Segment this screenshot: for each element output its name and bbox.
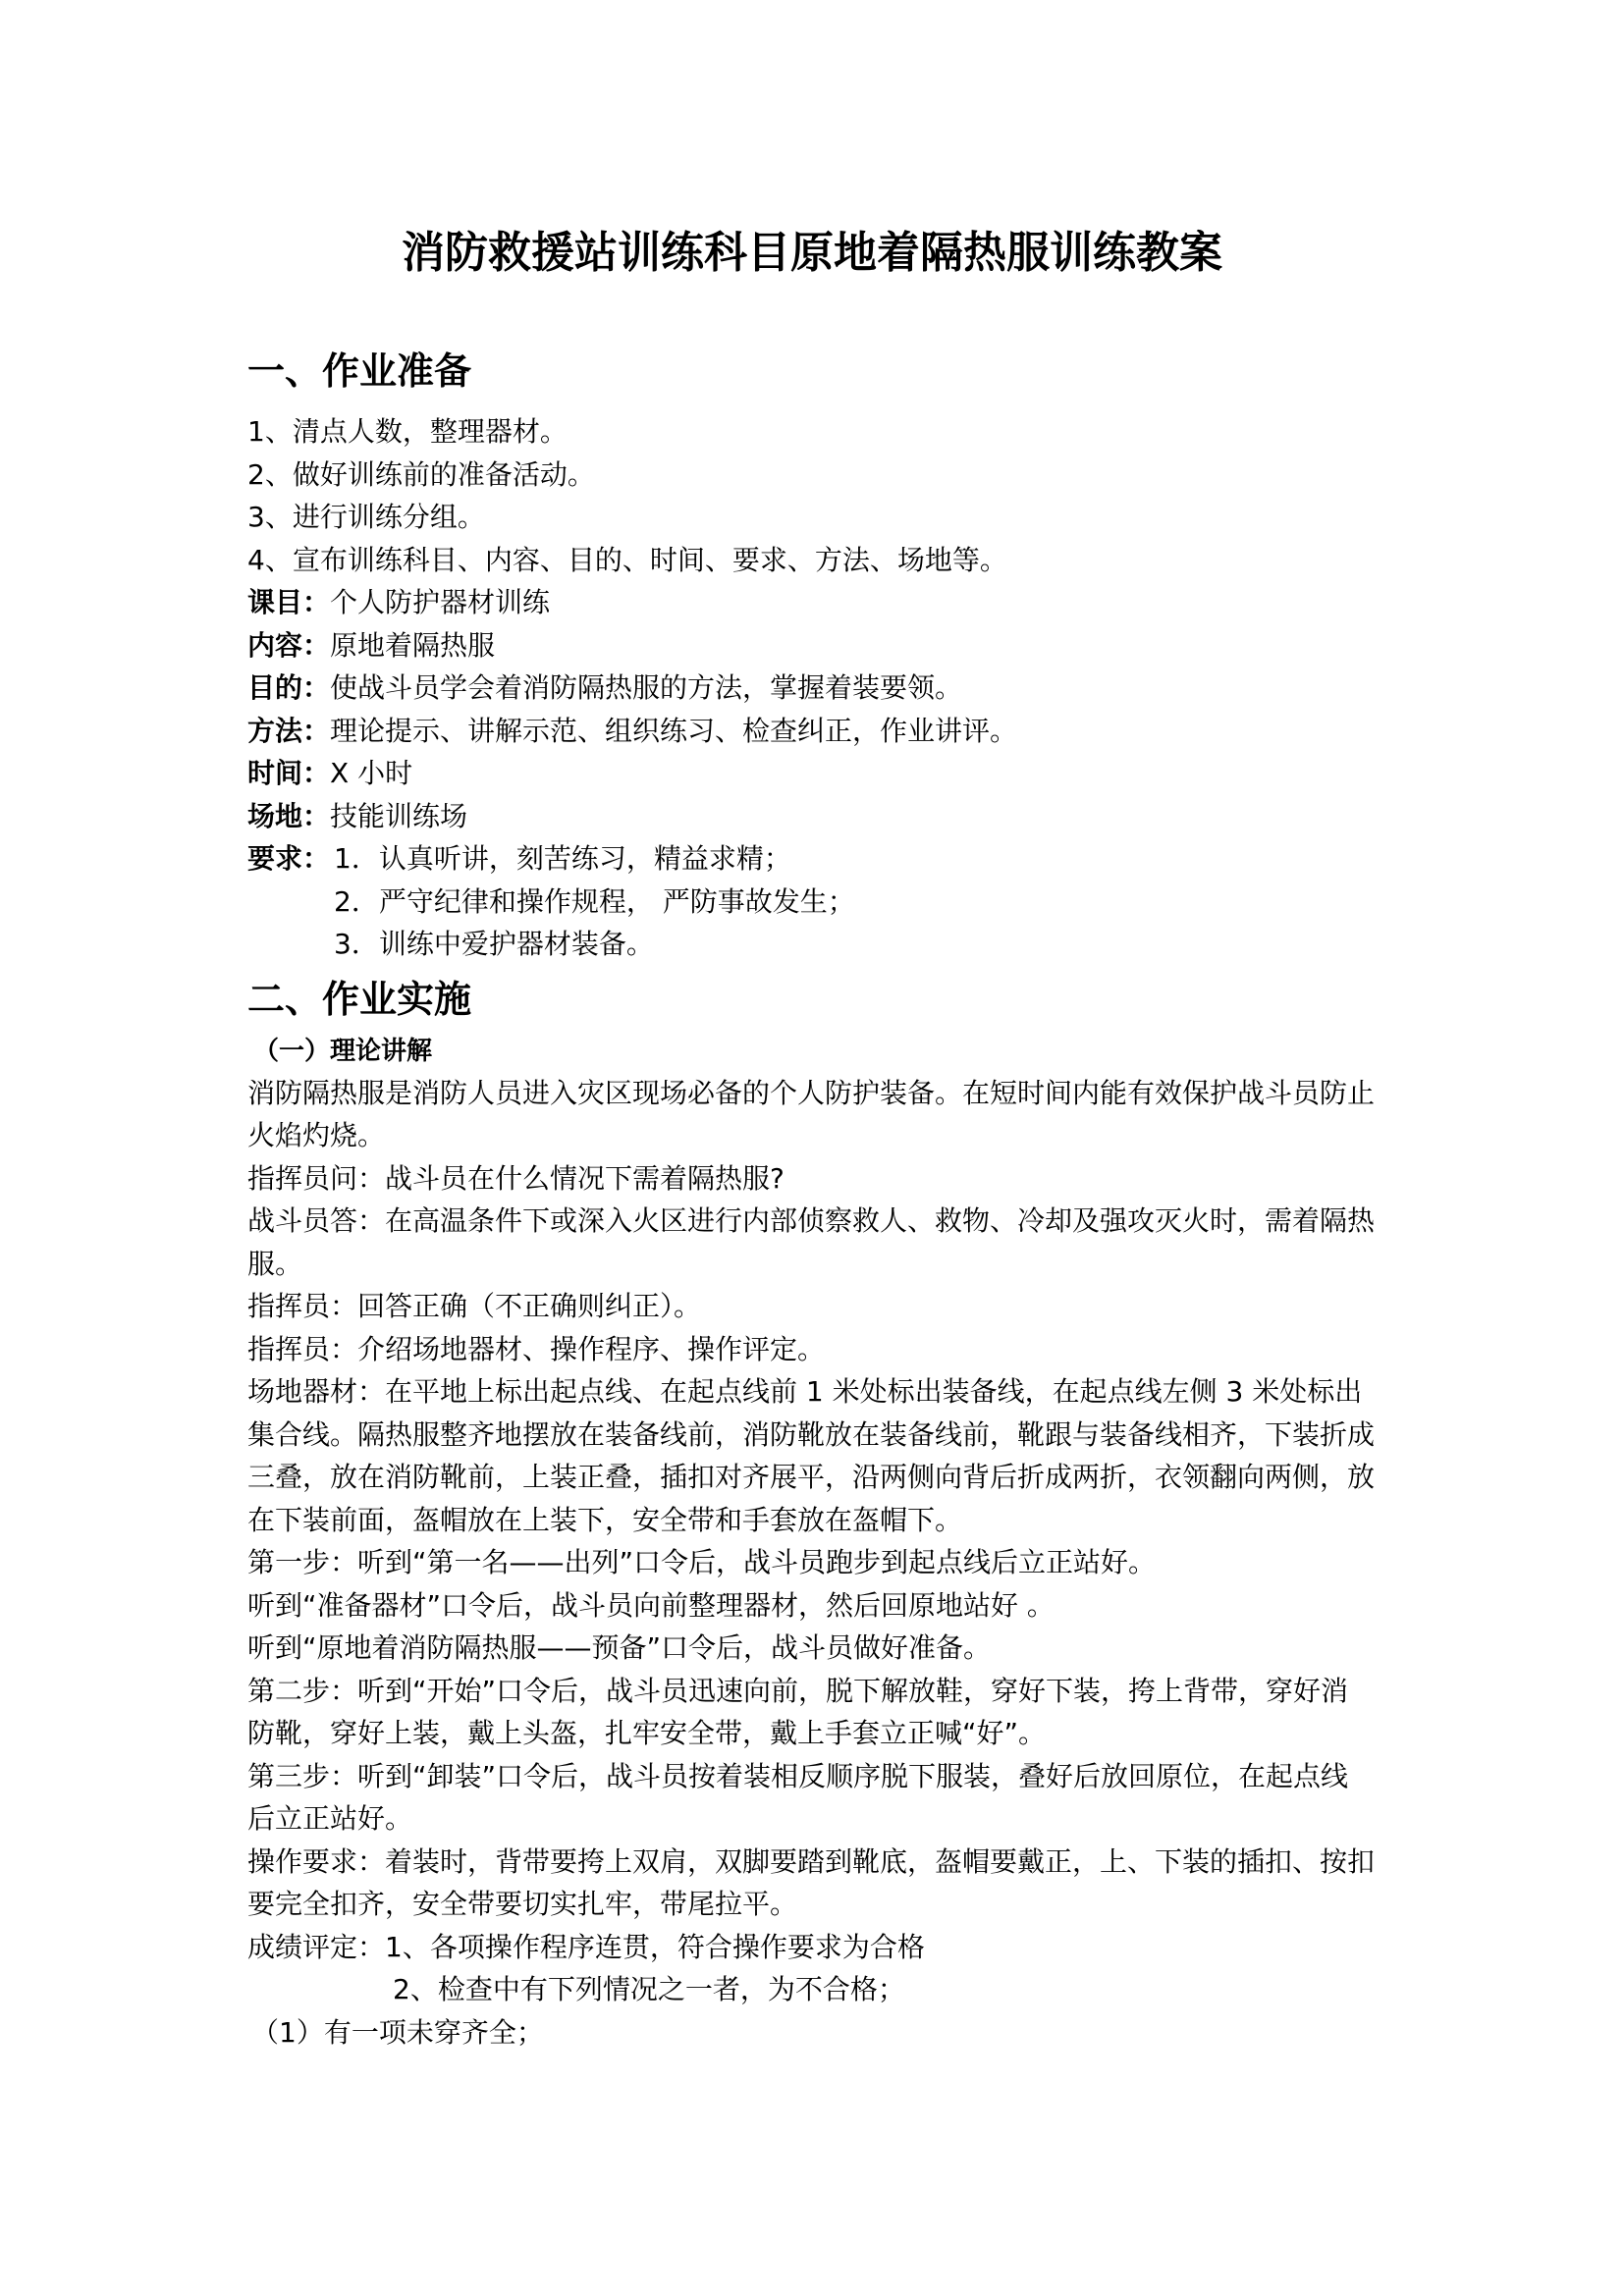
requirement-item: 1．认真听讲，刻苦练习，精益求精；: [334, 842, 791, 875]
requirement-row: [247, 837, 1386, 881]
paragraph: 听到“准备器材”口令后，战斗员向前整理器材，然后回原地站好 。: [247, 1588, 1055, 1622]
section-heading-preparation: 一、作业准备: [247, 349, 472, 393]
theory-paragraphs: [247, 1072, 1386, 1926]
field-label: 目的：: [247, 671, 331, 704]
paragraph: 第三步：听到“卸装”口令后，战斗员按着装相反顺序脱下服装，叠好后放回原位，在起点线后立正站好。: [247, 1759, 1349, 1835]
requirements-label: 要求：: [247, 842, 331, 875]
list-item: 4、宣布训练科目、内容、目的、时间、要求、方法、场地等。: [247, 543, 1007, 576]
paragraph: 听到“原地着消防隔热服——预备”口令后，战斗员做好准备。: [247, 1631, 992, 1664]
field-value: 个人防护器材训练: [330, 586, 551, 618]
field-value: 使战斗员学会着消防隔热服的方法，掌握着装要领。: [330, 671, 963, 704]
list-item: 2、做好训练前的准备活动。: [247, 457, 595, 491]
grading-line: 成绩评定：1、各项操作程序连贯，符合操作要求为合格: [247, 1930, 925, 1963]
field-method: [247, 710, 1386, 753]
requirements-block: [247, 837, 1386, 966]
document-body: [247, 340, 1386, 2054]
field-label: 时间：: [247, 757, 331, 789]
paragraph: 指挥员问：战斗员在什么情况下需着隔热服?: [247, 1161, 785, 1195]
section-heading-implementation: 二、作业实施: [247, 977, 472, 1021]
requirement-item: 2．严守纪律和操作规程， 严防事故发生；: [334, 884, 855, 918]
field-value: 理论提示、讲解示范、组织练习、检查纠正，作业讲评。: [330, 714, 1018, 747]
field-value: 技能训练场: [330, 799, 468, 832]
paragraph: 第二步：听到“开始”口令后，战斗员迅速向前，脱下解放鞋，穿好下装，挎上背带，穿好消防靴，穿好上装，戴上头盔，扎牢安全带，戴上手套立正喊“好”。: [247, 1674, 1349, 1749]
paragraph: 战斗员答：在高温条件下或深入火区进行内部侦察救人、救物、冷却及强攻灭火时，需着隔热服。: [247, 1204, 1376, 1280]
training-info-fields: [247, 581, 1386, 837]
requirement-item: 3．训练中爱护器材装备。: [334, 928, 654, 960]
grading-line: 2、检查中有下列情况之一者，为不合格；: [393, 1973, 905, 2005]
field-venue: [247, 795, 1386, 838]
list-item: 3、进行训练分组。: [247, 501, 485, 533]
grading-block: [247, 1926, 1386, 2055]
document-title: 消防救援站训练科目原地着隔热服训练教案: [402, 228, 1222, 278]
field-label: 内容：: [247, 628, 331, 662]
paragraph: 指挥员：回答正确（不正确则纠正）。: [247, 1290, 702, 1322]
paragraph: 第一步：听到“第一名——出列”口令后，战斗员跑步到起点线后立正站好。: [247, 1546, 1157, 1578]
field-content: [247, 624, 1386, 667]
list-item: 1、清点人数，整理器材。: [247, 415, 568, 448]
field-value: X 小时: [330, 757, 413, 789]
field-label: 课目：: [247, 586, 331, 618]
field-value: 原地着隔热服: [330, 628, 496, 662]
field-label: 场地：: [247, 799, 331, 832]
preparation-list: [247, 410, 1386, 581]
field-subject: [247, 581, 1386, 624]
paragraph: 场地器材：在平地上标出起点线、在起点线前 1 米处标出装备线，在起点线左侧 3 米处标出集合线。隔热服整齐地摆放在装备线前，消防靴放在装备线前，靴跟与装备线相齐，下装折成三叠，放在消防靴前，上装正叠，插扣对齐展平，沿两侧向背后折成两折，衣领翻向两侧，放在下装前面，盔帽放在上装下，安全带和手套放在盔帽下。: [247, 1375, 1376, 1536]
paragraph: 消防隔热服是消防人员进入灾区现场必备的个人防护装备。在短时间内能有效保护战斗员防止火焰灼烧。: [247, 1076, 1376, 1151]
subsection-heading-theory: （一）理论讲解: [253, 1036, 433, 1066]
grading-sub-item: （1）有一项未穿齐全；: [251, 2015, 544, 2049]
field-purpose: [247, 667, 1386, 710]
paragraph: 指挥员：介绍场地器材、操作程序、操作评定。: [247, 1332, 826, 1365]
paragraph: 操作要求：着装时，背带要挎上双肩，双脚要踏到靴底，盔帽要戴正，上、下装的插扣、按扣要完全扣齐，安全带要切实扎牢，带尾拉平。: [247, 1844, 1376, 1920]
field-time: [247, 752, 1386, 795]
field-label: 方法：: [247, 714, 331, 747]
